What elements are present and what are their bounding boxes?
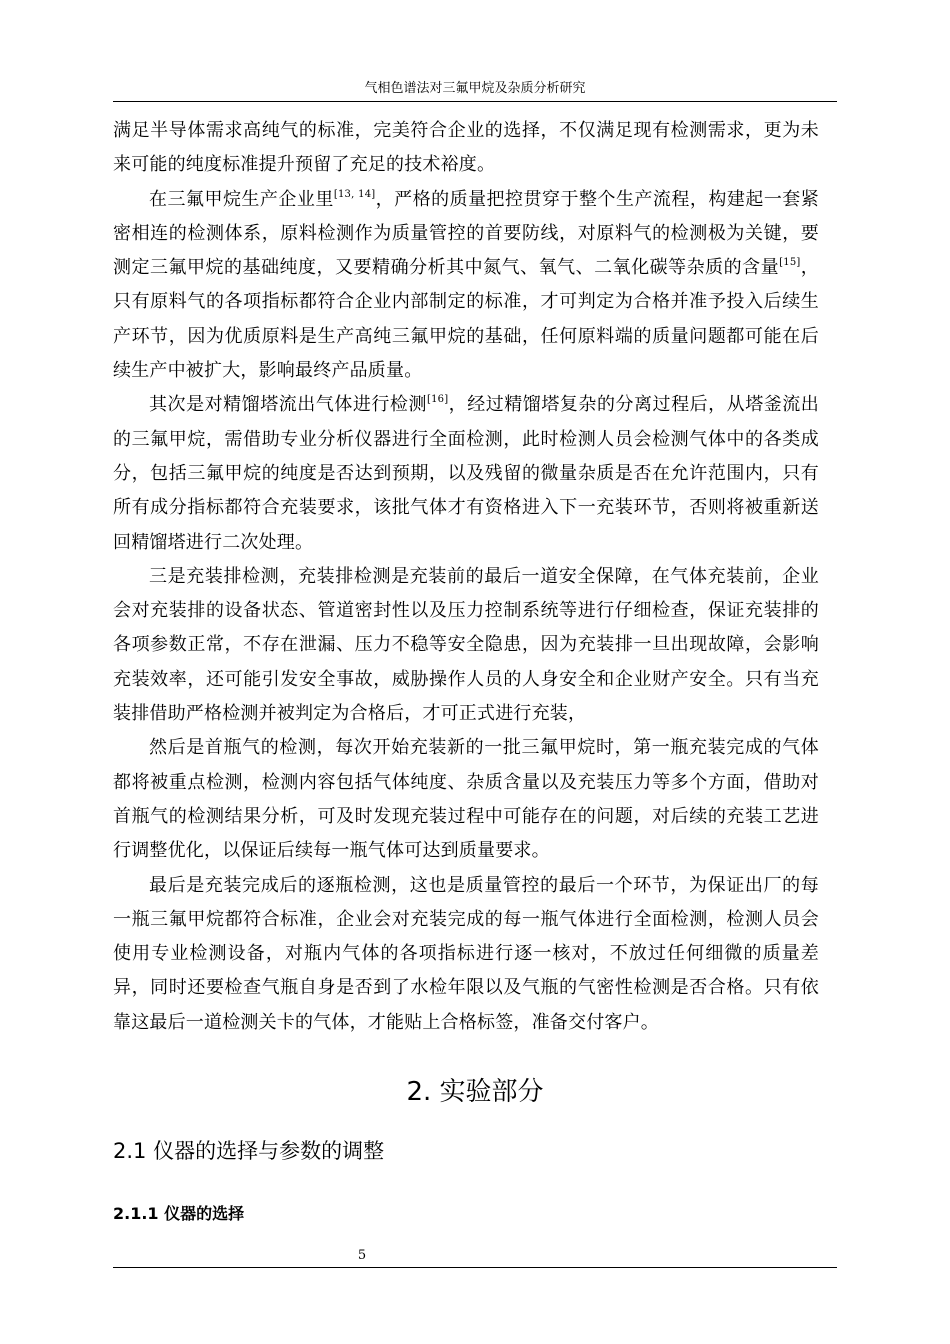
- citation-reference[interactable]: [16]: [427, 394, 449, 406]
- paragraph-raw-material-inspection: [113, 183, 819, 389]
- paragraph-text: ，经过精馏塔复杂的分离过程后，从塔釜流出的三氟甲烷，需借助专业分析仪器进行全面检测，此时检测人员会检测气体中的各类成分，包括三氟甲烷的纯度是否达到预期，以及残留的微量杂质是否在允许范围内，只有所有成分指标都符合充装要求，该批气体才有资格进入下一充装环节，否则将被重新送回精馏塔进行二次处理。: [113, 394, 820, 553]
- paragraph-text: 最后是充装完成后的逐瓶检测，这也是质量管控的最后一个环节，为保证出厂的每一瓶三氟甲烷都符合标准，企业会对充装完成的每一瓶气体进行全面检测，检测人员会使用专业检测设备，对瓶内气体的各项指标进行逐一核对，不放过任何细微的质量差异，同时还要检查气瓶自身是否到了水检年限以及气瓶的气密性检测是否合格。只有依靠这最后一道检测关卡的气体，才能贴上合格标签，准备交付客户。: [113, 874, 819, 1033]
- running-header: 气相色谱法对三氟甲烷及杂质分析研究: [364, 81, 586, 96]
- paragraph-text: 三是充装排检测，充装排检测是充装前的最后一道安全保障，在气体充装前，企业会对充装排的设备状态、管道密封性以及压力控制系统等进行仔细检查，保证充装排的各项参数正常，不存在泄漏、压力不稳等安全隐患，因为充装排一旦出现故障，会影响充装效率，还可能引发安全事故，威胁操作人员的人身安全和企业财产安全。只有当充装排借助严格检测并被判定为合格后，才可正式进行充装，: [113, 565, 819, 725]
- citation-reference[interactable]: [13, 14]: [333, 188, 376, 200]
- paragraph-text: ，严格的质量把控贯穿于整个生产流程，构建起一套紧密相连的检测体系，原料检测作为质量管控的首要防线，对原料气的检测极为关键，要测定三氟甲烷的基础纯度，又要精确分析其中氮气、氧气、二氧化碳等杂质的含量: [113, 188, 819, 279]
- paragraph-text: 满足半导体需求高纯气的标准，完美符合企业的选择，不仅满足现有检测需求，更为未来可能的纯度标准提升预留了充足的技术裕度。: [113, 120, 819, 176]
- paragraph-distillation-inspection: [113, 388, 819, 559]
- subsection-heading: 2.1.1 仪器的选择: [113, 1204, 245, 1223]
- citation-reference[interactable]: [15]: [779, 257, 801, 269]
- section-heading: 2.1 仪器的选择与参数的调整: [113, 1139, 385, 1163]
- footer-rule: [113, 1267, 837, 1268]
- header-rule: [113, 101, 837, 102]
- chapter-heading: 2. 实验部分: [406, 1077, 544, 1107]
- paragraph-text: 其次是对精馏塔流出气体进行检测: [149, 394, 428, 416]
- paragraph-filling-manifold-inspection: [113, 560, 819, 731]
- paragraph-final-cylinder-inspection: [113, 869, 819, 1040]
- paragraph-text: 在三氟甲烷生产企业里: [149, 188, 334, 210]
- paragraph-first-cylinder-inspection: [113, 731, 819, 868]
- paragraph-continued: [113, 114, 819, 183]
- body-text: [113, 114, 819, 1040]
- page-number: 5: [357, 1248, 367, 1263]
- paragraph-text: 然后是首瓶气的检测，每次开始充装新的一批三氟甲烷时，第一瓶充装完成的气体都将被重点检测，检测内容包括气体纯度、杂质含量以及充装压力等多个方面，借助对首瓶气的检测结果分析，可及时发现充装过程中可能存在的问题，对后续的充装工艺进行调整优化，以保证后续每一瓶气体可达到质量要求。: [113, 737, 819, 862]
- paragraph-text: ，只有原料气的各项指标都符合企业内部制定的标准，才可判定为合格并准予投入后续生产环节，因为优质原料是生产高纯三氟甲烷的基础，任何原料端的质量问题都可能在后续生产中被扩大，影响最终产品质量。: [113, 257, 820, 382]
